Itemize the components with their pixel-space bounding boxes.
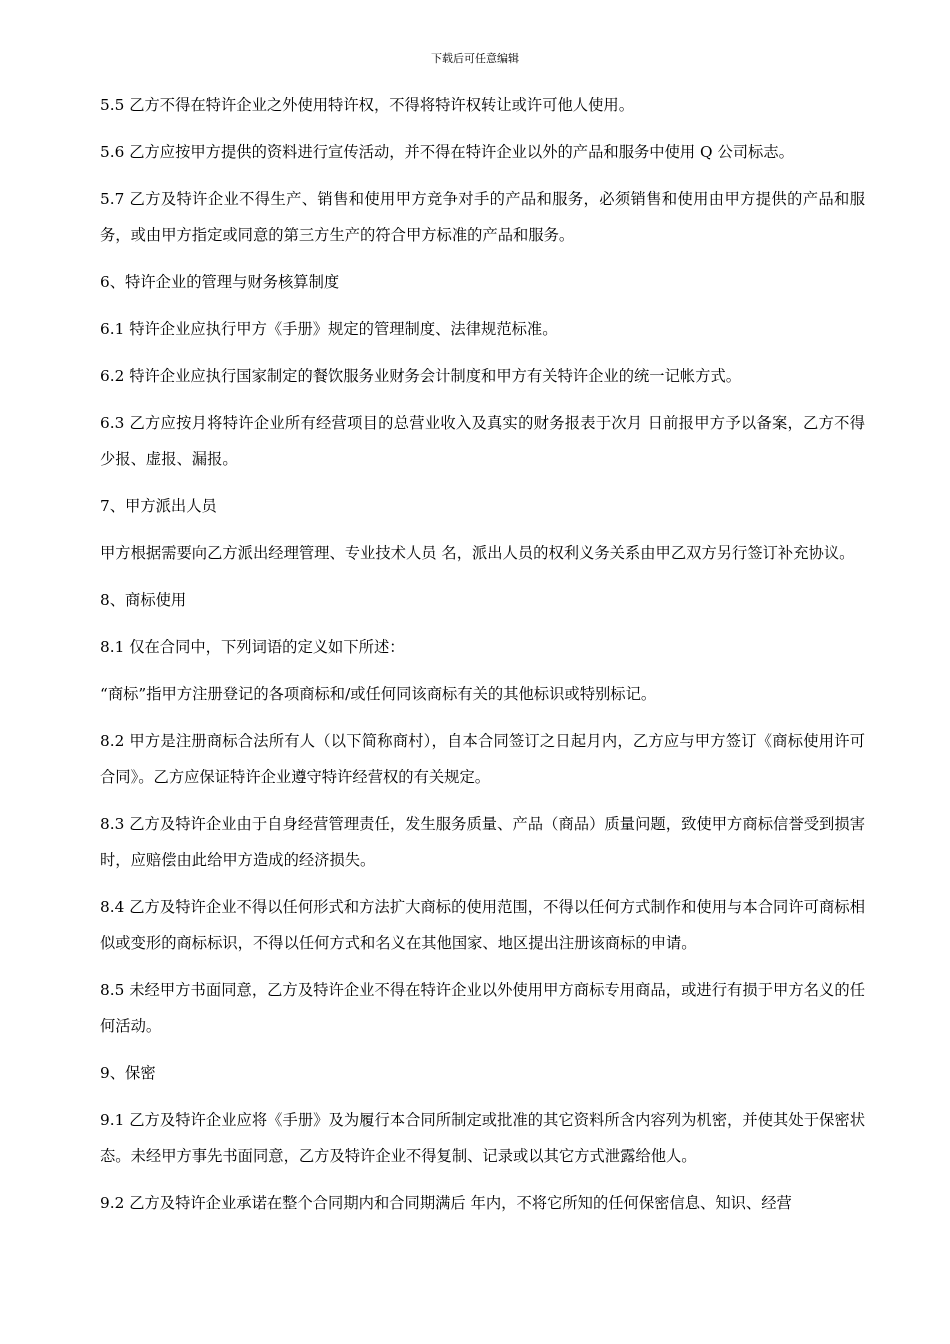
paragraph-8-4: 8.4 乙方及特许企业不得以任何形式和方法扩大商标的使用范围，不得以任何方式制作和使用与本合同许可商标相似或变形的商标标识，不得以任何方式和名义在其他国家、地区提出注册该商标的申请。 [100,898,865,952]
paragraph-6-3: 6.3 乙方应按月将特许企业所有经营项目的总营业收入及真实的财务报表于次月 日前报甲方予以备案，乙方不得少报、虚报、漏报。 [100,414,865,468]
paragraph-5-5: 5.5 乙方不得在特许企业之外使用特许权，不得将特许权转让或许可他人使用。 [100,96,634,114]
section-heading-9: 9、保密 [100,1064,156,1082]
paragraph-8-5: 8.5 未经甲方书面同意，乙方及特许企业不得在特许企业以外使用甲方商标专用商品，或进行有损于甲方名义的任何活动。 [100,981,865,1035]
paragraph-9-2: 9.2 乙方及特许企业承诺在整个合同期内和合同期满后 年内，不将它所知的任何保密信息、知识、经营 [100,1194,792,1212]
document-body [100,87,865,1232]
section-heading-6: 6、特许企业的管理与财务核算制度 [100,273,340,291]
paragraph-9-1: 9.1 乙方及特许企业应将《手册》及为履行本合同所制定或批准的其它资料所含内容列为机密，并使其处于保密状态。未经甲方事先书面同意，乙方及特许企业不得复制、记录或以其它方式泄露给他人。 [100,1111,865,1165]
section-heading-7: 7、甲方派出人员 [100,497,217,515]
paragraph-6-1: 6.1 特许企业应执行甲方《手册》规定的管理制度、法律规范标准。 [100,320,558,338]
paragraph-5-6: 5.6 乙方应按甲方提供的资料进行宣传活动，并不得在特许企业以外的产品和服务中使用 Q 公司标志。 [100,143,794,161]
section-heading-8: 8、商标使用 [100,591,187,609]
paragraph-6-2: 6.2 特许企业应执行国家制定的餐饮服务业财务会计制度和甲方有关特许企业的统一记帐方式。 [100,367,742,385]
paragraph-7-body: 甲方根据需要向乙方派出经理管理、专业技术人员 名，派出人员的权利义务关系由甲乙双方另行签订补充协议。 [100,544,855,562]
paragraph-5-7: 5.7 乙方及特许企业不得生产、销售和使用甲方竞争对手的产品和服务，必须销售和使用由甲方提供的产品和服务，或由甲方指定或同意的第三方生产的符合甲方标准的产品和服务。 [100,190,865,244]
paragraph-8-2: 8.2 甲方是注册商标合法所有人（以下简称商村），自本合同签订之日起月内，乙方应与甲方签订《商标使用许可合同》。乙方应保证特许企业遵守特许经营权的有关规定。 [100,732,865,786]
paragraph-8-1: 8.1 仅在合同中，下列词语的定义如下所述： [100,638,405,656]
paragraph-8-3: 8.3 乙方及特许企业由于自身经营管理责任，发生服务质量、产品（商品）质量问题，致使甲方商标信誉受到损害时，应赔偿由此给甲方造成的经济损失。 [100,815,865,869]
paragraph-trademark-definition: “商标”指甲方注册登记的各项商标和/或任何同该商标有关的其他标识或特别标记。 [100,685,657,703]
page-header-note: 下载后可任意编辑 [431,52,519,65]
